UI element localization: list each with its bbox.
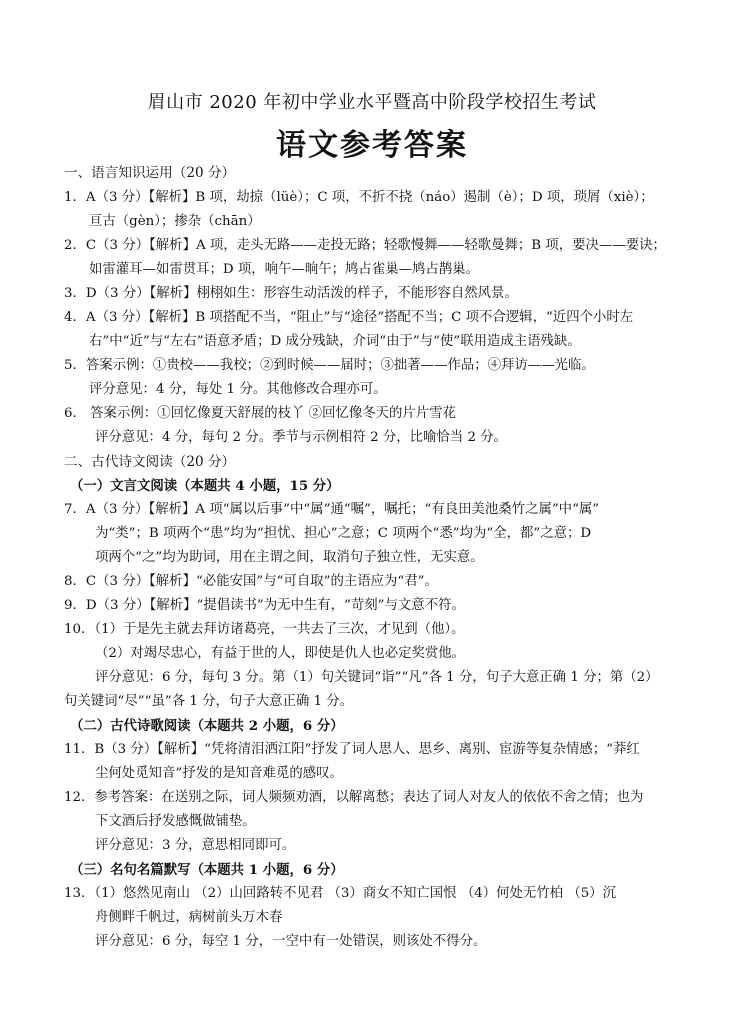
answer-line: 如雷灌耳—如雷贯耳；D 项，响午—晌午；鸠占雀巢—鸠占鹊巢。 (89, 262, 479, 277)
answer-line: 亘古（gèn）；掺杂（chān） (89, 214, 261, 229)
answer-line: 尘何处觅知音”抒发的是知音难觅的感叹。 (95, 766, 343, 781)
answer-line: 12．参考答案：在送别之际，词人频频劝酒，以解离愁；表达了词人对友人的依依不舍之情；也为 (64, 790, 644, 805)
section-heading: 一、语言知识运用（20 分） (64, 165, 236, 181)
answer-line: 下文酒后抒发感慨做铺垫。 (95, 814, 256, 829)
exam-title: 眉山市 2020 年初中学业水平暨高中阶段学校招生考试 (147, 92, 597, 113)
answer-line: 6． 答案示例：①回忆像夏天舒展的枝丫 ②回忆像冬天的片片雪花 (64, 406, 456, 421)
grading-note: 评分意见：6 分，每句 3 分。第（1）句关键词“诣”“凡”各 1 分，句子大意正确 1 分；第（2） (95, 670, 659, 685)
subsection-heading: （二）古代诗歌阅读（本题共 2 小题，6 分） (70, 718, 344, 734)
answer-line: 3．D（3 分）【解析】栩栩如生：形容生动活泼的样子，不能形容自然风景。 (64, 286, 518, 301)
answer-line: 4．A（3 分）【解析】B 项搭配不当，“阻止”与“途径”搭配不当；C 项不合逻辑，“近四个小时左 (64, 310, 634, 325)
answer-line: 13．（1）悠然见南山 （2）山回路转不见君 （3）商女不知亡国恨 （4）何处无竹柏 （5）沉 (64, 886, 617, 901)
answer-line: 9．D（3 分）【解析】“提倡读书”为无中生有，“苛刻”与文意不符。 (64, 598, 465, 613)
answer-line: 7．A（3 分）【解析】A 项“属以后事”中“属”通“嘱”，嘱托；“有良田美池桑竹之属”中“属” (64, 502, 600, 517)
answer-line: 8．C（3 分）【解析】“必能安国”与“可自取”的主语应为“君”。 (64, 574, 438, 589)
answer-line: 5．答案示例：①贵校——我校；②到时候——届时；③拙著——作品；④拜访——光临。 (64, 358, 595, 373)
answer-line: （2）对竭尽忠心，有益于世的人，即使是仇人也必定奖赏他。 (95, 646, 466, 661)
section-heading: 二、古代诗文阅读（20 分） (64, 454, 236, 470)
subsection-heading: （三）名句名篇默写（本题共 1 小题，6 分） (70, 862, 344, 878)
answer-line: 为“类”；B 项两个“患”均为“担忧、担心”之意；C 项两个“悉”均为“全，都”之意；D (95, 526, 592, 541)
answer-line: 1．A（3 分）【解析】B 项，劫掠（lüè）；C 项，不折不挠（náo）遏制（è）；D 项，琐屑（xiè）； (64, 190, 654, 205)
grading-note: 评分意见：4 分，每处 1 分。其他修改合理亦可。 (89, 382, 387, 397)
grading-note: 句关键词“尽”“虽”各 1 分，句子大意正确 1 分。 (64, 694, 354, 709)
grading-note: 评分意见：3 分，意思相同即可。 (95, 838, 296, 853)
answer-line: 11．B（3 分）【解析】“凭将清泪洒江阳”抒发了词人思人、思乡、离别、宦游等复杂情感；“莽红 (64, 742, 640, 757)
answer-line: 项两个“之”均为助词，用在主谓之间，取消句子独立性，无实意。 (95, 550, 484, 565)
answer-line: 2．C（3 分）【解析】A 项，走头无路——走投无路；轻歌慢舞——轻歌曼舞；B 项，要决——要诀； (64, 238, 666, 253)
subsection-heading: （一）文言文阅读（本题共 4 小题，15 分） (70, 478, 340, 494)
answer-line: 10．（1）于是先主就去拜访诸葛亮，一共去了三次，才见到（他）。 (64, 622, 465, 637)
document-subtitle: 语文参考答案 (276, 128, 468, 163)
grading-note: 评分意见：4 分，每句 2 分。季节与示例相符 2 分，比喻恰当 2 分。 (95, 430, 508, 445)
answer-line: 右”中“近”与“左右”语意矛盾；D 成分残缺，介词“由于”与“使”联用造成主语残缺。 (89, 334, 581, 349)
answer-line: 舟侧畔千帆过，病树前头万木春 (95, 910, 283, 925)
grading-note: 评分意见：6 分，每空 1 分，一空中有一处错误，则该处不得分。 (95, 934, 487, 949)
